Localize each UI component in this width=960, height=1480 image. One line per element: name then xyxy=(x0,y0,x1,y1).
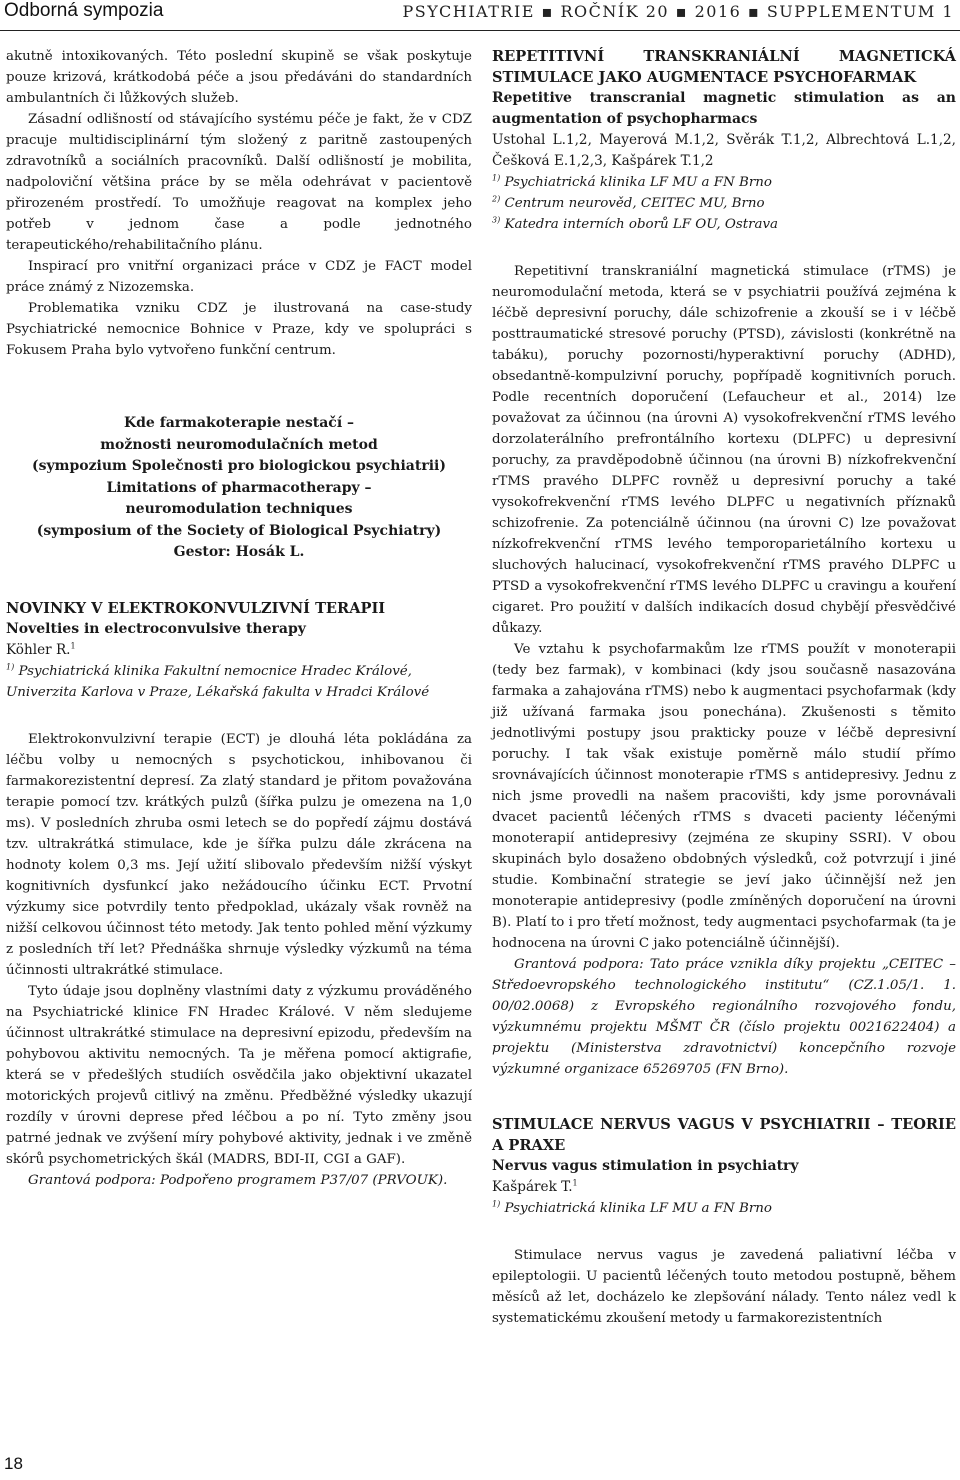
paragraph: Problematika vzniku CDZ je ilustrovaná na case-study Psychiatrické nemocnice Bohnice v Praze, kdy ve spolupráci s Fokusem Praha bylo vytvořeno funkční centrum. xyxy=(6,301,472,358)
paragraph: Tyto údaje jsou doplněny vlastními daty z výzkumu prováděného na Psychiatrické klinice FN Hradec Králové. V něm sledujeme účinnost ultrakrátké stimulace na depresivní epizodu, především na pohybovou aktivitu nemocných. Ta je měřena pomocí aktigrafie, která se v předešlých studiích osvědčila jako objektivní ukazatel motorických projevů citlivý na změnu. Předběžné výsledky ukazují rozdíly v úrovni deprese před léčbou a po ní. Tyto změny jsou patrné jednak ve zvýšení míry pohybové aktivity, jednak i ve změně skórů psychometrických škál (MADRS, BDI-II, CGI a GAF). xyxy=(6,983,472,1167)
section-name: Odborná sympozia xyxy=(4,0,164,21)
article-title: NOVINKY V ELEKTROKONVULZIVNÍ TERAPII xyxy=(6,599,386,617)
paragraph: Elektrokonvulzivní terapie (ECT) je dlouhá léta pokládána za léčbu volby u nemocných s psychotickou, inhibovanou či farmakorezistentní depresí. Za zlatý standard je přitom považována terapie pomocí tzv. krátkých pulzů (šířka pulzu je omezena na 1,0 ms). V posledních zhruba osmi letech se do popředí zájmu dostává tzv. ultrakrátká stimulace, kde je šířka pulzu dále zkrácena na hodnoty kolem 0,3 ms. Její užití slibovalo především nižší výskyt kognitivních dysfunkcí jako nežádoucího účinku ECT. Prvotní výzkumy sice potvrdily tento předpoklad, ukázaly však rovněž na nižší celkovou účinnost této metody. Jak tento pohled mění výzkumy z posledních tří let? Přednáška shrnuje výsledky výzkumů na téma účinnosti ultrakrátké stimulace. xyxy=(6,731,472,978)
symposium-title: Kde farmakoterapie nestačí – možnosti neuromodulačních metod (sympozium Společnosti pro biologickou psychiatrii) Limitations of pharmacotherapy – neuromodulation techniques (symposium of the Society of Biological Psychiatry) Gestor: Hosák L. xyxy=(6,413,472,564)
article-affiliation: $^{3)}$ Katedra interních oborů LF OU, Ostrava xyxy=(492,215,779,232)
paragraph: Zásadní odlišností od stávajícího systému péče je fakt, že v CDZ pracuje multidisciplinární tým složený z paritně zastoupených zdravotníků a sociálních pracovníků. Další odlišností je mobilita, nadpoloviční většina práce by se měla odehrávat v pacientově přirozeném prostředí. To umožňuje reagovat na komplex jeho potřeb v jednom čase a podle jednotného terapeutického/rehabilitačního plánu. xyxy=(6,112,472,253)
paragraph: Inspirací pro vnitřní organizaci práce v CDZ je FACT model práce známý z Nizozemska. xyxy=(6,259,472,295)
paragraph: Repetitivní transkraniální magnetická stimulace (rTMS) je neuromodulační metoda, která se v psychiatrii používá zejména k léčbě depresivní poruchy, dále schizofrenie a zkouší se i v léčbě posttraumatické stresové poruchy (PTSD), závislosti (konkrétně na tabáku), poruchy pozornosti/hyperaktivní poruchy (ADHD), obsedantně-kompulzivní poruchy, popřípadě kognitivních poruch. Podle recentních doporučení (Lefaucheur et al., 2014) lze považovat za účinnou (na úrovni A) vysokofrekvenční rTMS levého dorzolaterálního prefrontálního kortexu (DLPFC) u depresivní poruchy, za pravděpodobně účinnou (na úrovni B) nízkofrekvenční rTMS pravého DLPFC rovněž u depresivní poruchy a také vysokofrekvenční rTMS levého DLPFC u negativních příznaků schizofrenie. Za potenciálně účinnou (na úrovni C) lze považovat nízkofrekvenční rTMS levého temporoparietálního kortexu u sluchových halucinací, vysokofrekvenční rTMS pravého DLPFC u PTSD a vysokofrekvenční rTMS levého DLPFC u cravingu a kouření cigaret. Pro použití v dalších indikacích dosud chybějí přesvědčivé důkazy. xyxy=(492,264,956,636)
left-column xyxy=(6,46,472,1191)
article-subtitle: Repetitive transcranial magnetic stimulation as an augmentation of psychopharmacs xyxy=(492,90,956,127)
article-authors: Köhler R.$^1$ xyxy=(6,640,76,658)
paragraph: Stimulace nervus vagus je zavedená paliativní léčba v epileptologii. U pacientů léčených touto metodou postupně, během měsíců až let, docházelo ke zlepšování nálady. Tento nález vedl k systematickému zkoušení metody u farmakorezistentních xyxy=(492,1248,956,1326)
article-subtitle: Novelties in electroconvulsive therapy xyxy=(6,620,306,637)
article-affiliation: $^{1)}$ Psychiatrická klinika LF MU a FN Brno xyxy=(492,173,772,190)
article-authors: Kašpárek T.$^1$ xyxy=(492,1178,578,1195)
article-title: STIMULACE NERVUS VAGUS V PSYCHIATRII – TEORIE A PRAXE xyxy=(492,1116,956,1154)
grant-note: Grantová podpora: Tato práce vznikla díky projektu „CEITEC – Středoevropského technologického institutu“ (CZ.1.05/1. 1. 00/02.0068) z Evropského regionálního rozvojového fondu, výzkumnému projektu MŠMT ČR (číslo projektu 0021622404) a projektu (Ministerstva zdravotnictví) koncepčního rozvoje výzkumné organizace 65269705 (FN Brno). xyxy=(492,957,956,1077)
paragraph: akutně intoxikovaných. Této poslední skupině se však poskytuje pouze krizová, krátkodobá péče a jsou předáváni do standardních ambulantních či lůžkových služeb. xyxy=(6,49,472,106)
article-affiliation: $^{1)}$ Psychiatrická klinika Fakultní nemocnice Hradec Králové, Univerzita Karlova v Praze, Lékařská fakulta v Hradci Králové xyxy=(6,662,430,700)
article-subtitle: Nervus vagus stimulation in psychiatry xyxy=(492,1158,799,1174)
symposium-gestor: Gestor: Hosák L. xyxy=(173,544,305,560)
article-affiliation: $^{1)}$ Psychiatrická klinika LF MU a FN Brno xyxy=(492,1199,772,1216)
page-number: 18 xyxy=(4,1454,23,1473)
right-column xyxy=(492,46,956,1329)
grant-note: Grantová podpora: Podpořeno programem P37/07 (PRVOUK). xyxy=(28,1172,448,1188)
article-authors: Ustohal L.1,2, Mayerová M.1,2, Svěrák T.1,2, Albrechtová L.1,2, Češková E.1,2,3, Kašpárek T.1,2 xyxy=(492,132,956,169)
paragraph: Ve vztahu k psychofarmakům lze rTMS použít v monoterapii (tedy bez farmak), v kombinaci (kdy jsou současně nasazována farmaka a zahajována rTMS) nebo k augmentaci psychofarmak (kdy již užívaná farmaka jsou ponechána). Zkušenosti s těmito jednotlivými postupy jsou prakticky pouze v léčbě depresivní poruchy. I tak však existuje poměrně málo studií přímo srovnávajících účinnost monoterapie rTMS s antidepresivy. Jednu z nich jsme provedli na našem pracovišti, kdy jsme porovnávali dvacet pacientů léčených rTMS s dvaceti pacienty léčenými monoterapií antidepresivy (zejména ze skupiny SSRI). V obou skupinách bylo dosaženo obdobných výsledků, což potvrzují i jiné studie. Kombinační strategie se jeví jako účinnější než jen monoterapie antidepresivy (podle zmíněných doporučení na úrovni B). Platí to i pro třetí možnost, tedy augmentaci psychofarmak (ta je hodnocena na úrovni C jako potenciálně účinnější). xyxy=(492,642,956,951)
page-header xyxy=(0,0,960,31)
article-title: REPETITIVNÍ TRANSKRANIÁLNÍ MAGNETICKÁ STIMULACE JAKO AUGMENTACE PSYCHOFARMAK xyxy=(492,48,956,86)
article-affiliation: $^{2)}$ Centrum neurověd, CEITEC MU, Brno xyxy=(492,194,765,211)
journal-info: PSYCHIATRIE ▪ ROČNÍK 20 ▪ 2016 ▪ SUPPLEMENTUM 1 xyxy=(402,2,954,21)
